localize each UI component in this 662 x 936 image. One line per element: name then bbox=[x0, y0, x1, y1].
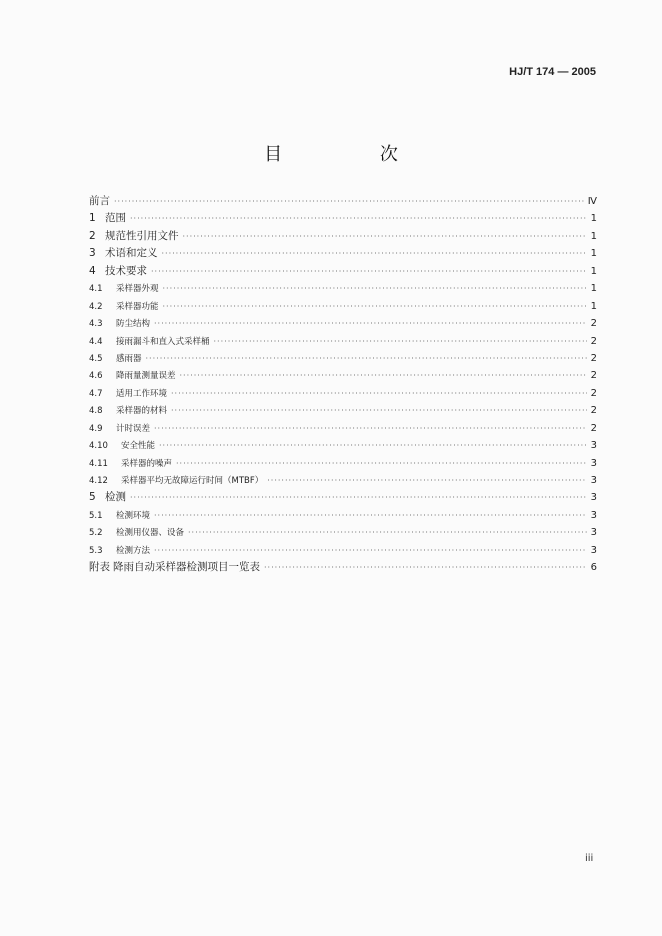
toc-entry-page: 1 bbox=[590, 300, 597, 312]
toc-entry-number: 5.3 bbox=[89, 545, 103, 556]
toc-entry-page: 3 bbox=[590, 440, 597, 452]
toc-entry-label: 计时误差 bbox=[116, 423, 151, 434]
toc-entry[interactable] bbox=[89, 472, 597, 489]
toc-entry[interactable] bbox=[89, 437, 597, 454]
toc-entry-number: 4.6 bbox=[89, 371, 103, 382]
toc-entry-number: 4.8 bbox=[89, 406, 103, 417]
toc-entry-number: 4.10 bbox=[89, 441, 108, 452]
toc-entry-label: 适用工作环境 bbox=[116, 388, 168, 399]
toc-dot-leader bbox=[130, 210, 587, 227]
toc-entry-page: 3 bbox=[590, 509, 597, 521]
toc-entry-number: 4 bbox=[89, 264, 96, 277]
toc-dot-leader bbox=[130, 489, 587, 506]
toc-dot-leader bbox=[163, 298, 587, 315]
toc-entry-page: 3 bbox=[590, 527, 597, 539]
toc-dot-leader bbox=[154, 315, 587, 332]
toc-entry-page: 2 bbox=[590, 405, 597, 417]
toc-entry-number: 4.5 bbox=[89, 353, 103, 364]
toc-dot-leader bbox=[176, 455, 587, 472]
toc-entry[interactable] bbox=[89, 228, 597, 245]
toc-entry-label: 感雨器 bbox=[116, 353, 142, 364]
toc-entry[interactable] bbox=[89, 420, 597, 437]
toc-dot-leader bbox=[267, 472, 586, 489]
toc-entry-label: 术语和定义 bbox=[105, 247, 158, 260]
toc-entry-label: 采样器功能 bbox=[116, 301, 159, 312]
toc-dot-leader bbox=[162, 245, 587, 262]
toc-entry-label: 采样器外观 bbox=[116, 284, 159, 295]
toc-dot-leader bbox=[180, 367, 587, 384]
toc-entry-number: 4.2 bbox=[89, 301, 103, 312]
toc-entry-label: 范围 bbox=[105, 212, 126, 225]
table-of-contents bbox=[89, 193, 597, 577]
toc-entry[interactable] bbox=[89, 367, 597, 384]
toc-dot-leader bbox=[114, 193, 584, 210]
toc-entry-number: 1 bbox=[89, 212, 96, 225]
toc-entry-number: 5.1 bbox=[89, 510, 103, 521]
toc-entry-page: Ⅳ bbox=[587, 196, 597, 207]
toc-entry[interactable] bbox=[89, 489, 597, 506]
toc-dot-leader bbox=[159, 437, 587, 454]
toc-entry-page: 1 bbox=[590, 248, 597, 260]
toc-dot-leader bbox=[214, 333, 587, 350]
footer-page-number: iii bbox=[585, 853, 594, 864]
toc-entry-page: 2 bbox=[590, 318, 597, 330]
toc-entry-page: 6 bbox=[590, 562, 597, 574]
toc-entry[interactable] bbox=[89, 524, 597, 541]
toc-entry[interactable] bbox=[89, 263, 597, 280]
toc-entry-page: 1 bbox=[590, 230, 597, 242]
toc-entry-label: 降雨自动采样器检测项目一览表 bbox=[113, 561, 260, 574]
toc-entry-number: 2 bbox=[89, 229, 96, 242]
toc-entry-number: 附表 bbox=[89, 561, 110, 574]
toc-entry-number: 5 bbox=[89, 491, 96, 504]
toc-entry-label: 检测 bbox=[105, 491, 126, 504]
toc-entry-label: 降雨量测量误差 bbox=[116, 371, 176, 382]
toc-dot-leader bbox=[188, 524, 587, 541]
toc-entry-number: 4.3 bbox=[89, 319, 103, 330]
toc-entry-page: 3 bbox=[590, 457, 597, 469]
toc-entry-page: 2 bbox=[590, 387, 597, 399]
toc-entry-label: 技术要求 bbox=[105, 264, 147, 277]
toc-entry[interactable] bbox=[89, 193, 597, 210]
toc-entry[interactable] bbox=[89, 542, 597, 559]
toc-entry[interactable] bbox=[89, 280, 597, 297]
toc-entry[interactable] bbox=[89, 402, 597, 419]
toc-entry-number: 4.12 bbox=[89, 476, 108, 486]
toc-entry[interactable] bbox=[89, 385, 597, 402]
toc-entry[interactable] bbox=[89, 298, 597, 315]
toc-entry-label: 规范性引用文件 bbox=[105, 229, 179, 242]
toc-entry-page: 1 bbox=[590, 283, 597, 295]
toc-title: 目 次 bbox=[264, 144, 444, 165]
toc-entry-label: 采样器的噪声 bbox=[121, 458, 173, 469]
toc-entry-label: 检测方法 bbox=[116, 545, 151, 556]
toc-entry-number: 4.7 bbox=[89, 388, 103, 399]
toc-entry[interactable] bbox=[89, 350, 597, 367]
toc-entry-label: 检测环境 bbox=[116, 510, 151, 521]
toc-dot-leader bbox=[183, 228, 587, 245]
toc-entry-page: 1 bbox=[590, 213, 597, 225]
toc-entry-number: 4.4 bbox=[89, 336, 103, 347]
toc-entry-page: 3 bbox=[590, 544, 597, 556]
toc-dot-leader bbox=[154, 420, 587, 437]
toc-dot-leader bbox=[171, 385, 587, 402]
toc-entry-number: 4.1 bbox=[89, 284, 103, 295]
toc-entry-page: 2 bbox=[590, 335, 597, 347]
toc-entry-page: 2 bbox=[590, 370, 597, 382]
toc-entry-label: 采样器的材料 bbox=[116, 406, 168, 417]
toc-dot-leader bbox=[171, 402, 587, 419]
toc-entry[interactable] bbox=[89, 455, 597, 472]
toc-entry-label: 检测用仪器、设备 bbox=[116, 528, 185, 539]
toc-entry-number: 5.2 bbox=[89, 528, 103, 539]
toc-entry[interactable] bbox=[89, 333, 597, 350]
toc-entry[interactable] bbox=[89, 559, 597, 576]
toc-dot-leader bbox=[154, 507, 587, 524]
toc-dot-leader bbox=[163, 280, 587, 297]
toc-entry-label: 安全性能 bbox=[121, 441, 156, 452]
toc-dot-leader bbox=[151, 263, 587, 280]
toc-dot-leader bbox=[146, 350, 587, 367]
toc-entry-page: 3 bbox=[590, 475, 597, 486]
toc-entry-page: 1 bbox=[590, 265, 597, 277]
toc-entry[interactable] bbox=[89, 210, 597, 227]
toc-entry-label: 防尘结构 bbox=[116, 319, 151, 330]
toc-entry-number: 3 bbox=[89, 247, 96, 260]
toc-entry-label: 采样器平均无故障运行时间（MTBF） bbox=[121, 476, 264, 486]
toc-dot-leader bbox=[264, 559, 587, 576]
toc-entry[interactable] bbox=[89, 507, 597, 524]
toc-entry-page: 3 bbox=[590, 492, 597, 504]
toc-dot-leader bbox=[154, 542, 587, 559]
toc-entry-page: 2 bbox=[590, 422, 597, 434]
toc-entry[interactable] bbox=[89, 245, 597, 262]
toc-entry-number: 4.11 bbox=[89, 458, 108, 469]
toc-entry-page: 2 bbox=[590, 352, 597, 364]
toc-entry-label: 接雨漏斗和直入式采样桶 bbox=[116, 336, 210, 347]
document-code: HJ/T 174 — 2005 bbox=[509, 66, 596, 78]
toc-entry-label: 前言 bbox=[89, 195, 110, 207]
toc-entry[interactable] bbox=[89, 315, 597, 332]
toc-entry-number: 4.9 bbox=[89, 423, 103, 434]
